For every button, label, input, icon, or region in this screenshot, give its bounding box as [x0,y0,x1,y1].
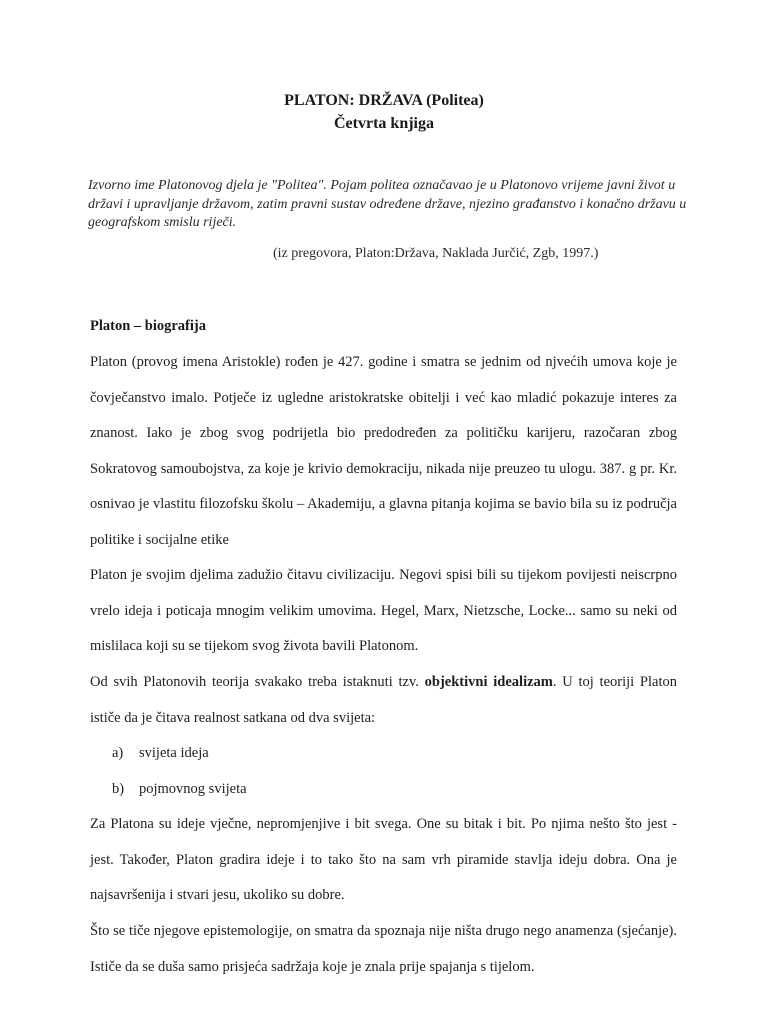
list-item [112,779,247,799]
section-heading-biography: Platon – biografija [90,318,206,334]
paragraph-epistemology: Što se tiče njegove epistemologije, on smatra da spoznaja nije ništa drugo nego anamenza (sjećanje). Ističe da se duša samo prisjeća sadržaja koje je znala prije spajanja s tijelom. [90,923,677,975]
list-item-text: svijeta ideja [139,745,209,761]
paragraph-idealism-text-2: . U toj teoriji Platon ističe da je čitava realnost satkana od dva svijeta: [90,674,677,726]
paragraph-ideas: Za Platona su ideje vječne, nepromjenjive i bit svega. One su bitak i bit. Po njima nešto što jest - jest. Također, Platon gradira ideje i to tako što na sam vrh piramide stavlja ideju dobra. Ona je najsavršenija i stvari jesu, ukoliko su dobre. [90,816,677,904]
paragraph-idealism [90,665,677,736]
intro-citation: (iz pregovora, Platon:Država, Naklada Jurčić, Zgb, 1997.) [273,246,599,261]
document-subtitle: Četvrta knjiga [334,115,434,132]
paragraph-idealism-text-1: Od svih Platonovih teorija svakako treba istaknuti tzv. [90,674,425,690]
list-marker: b) [112,781,125,797]
list-item [112,743,209,763]
list-item-text: pojmovnog svijeta [139,781,247,797]
document-title: PLATON: DRŽAVA (Politea) [284,92,484,109]
intro-quote: Izvorno ime Platonovog djela je "Politea". Pojam politea označavao je u Platonovo vrijeme javni život u državi i upravljanje državom, zatim pravni sustav određene države, njezino građanstvo i konačno državu u geografskom smislu riječi. [88,178,687,230]
objective-idealism-term: objektivni idealizam [424,674,553,690]
paragraph-biography: Platon (provog imena Aristokle) rođen je 427. godine i smatra se jednim od njvećih umova koje je čovječanstvo imalo. Potječe iz ugledne aristokratske obitelji i već kao mladić pokazuje interes za znanost. Iako je zbog svog podrijetla bio predodređen za političku karijeru, razočaran zbog Sokratovog samoubojstva, za koje je krivio demokraciju, nikada nije preuzeo tu ulogu. 387. g pr. Kr. osnivao je vlastitu filozofsku školu – Akademiju, a glavna pitanja kojima se bavio bila su iz područja politike i socijalne etike [90,354,677,548]
paragraph-legacy: Platon je svojim djelima zadužio čitavu civilizaciju. Negovi spisi bili su tijekom povijesti neiscrpno vrelo ideja i poticaja mnogim velikim umovima. Hegel, Marx, Nietzsche, Locke... samo su neki od mislilaca koji su se tijekom svog života bavili Platonom. [90,567,677,655]
list-marker: a) [112,745,124,761]
